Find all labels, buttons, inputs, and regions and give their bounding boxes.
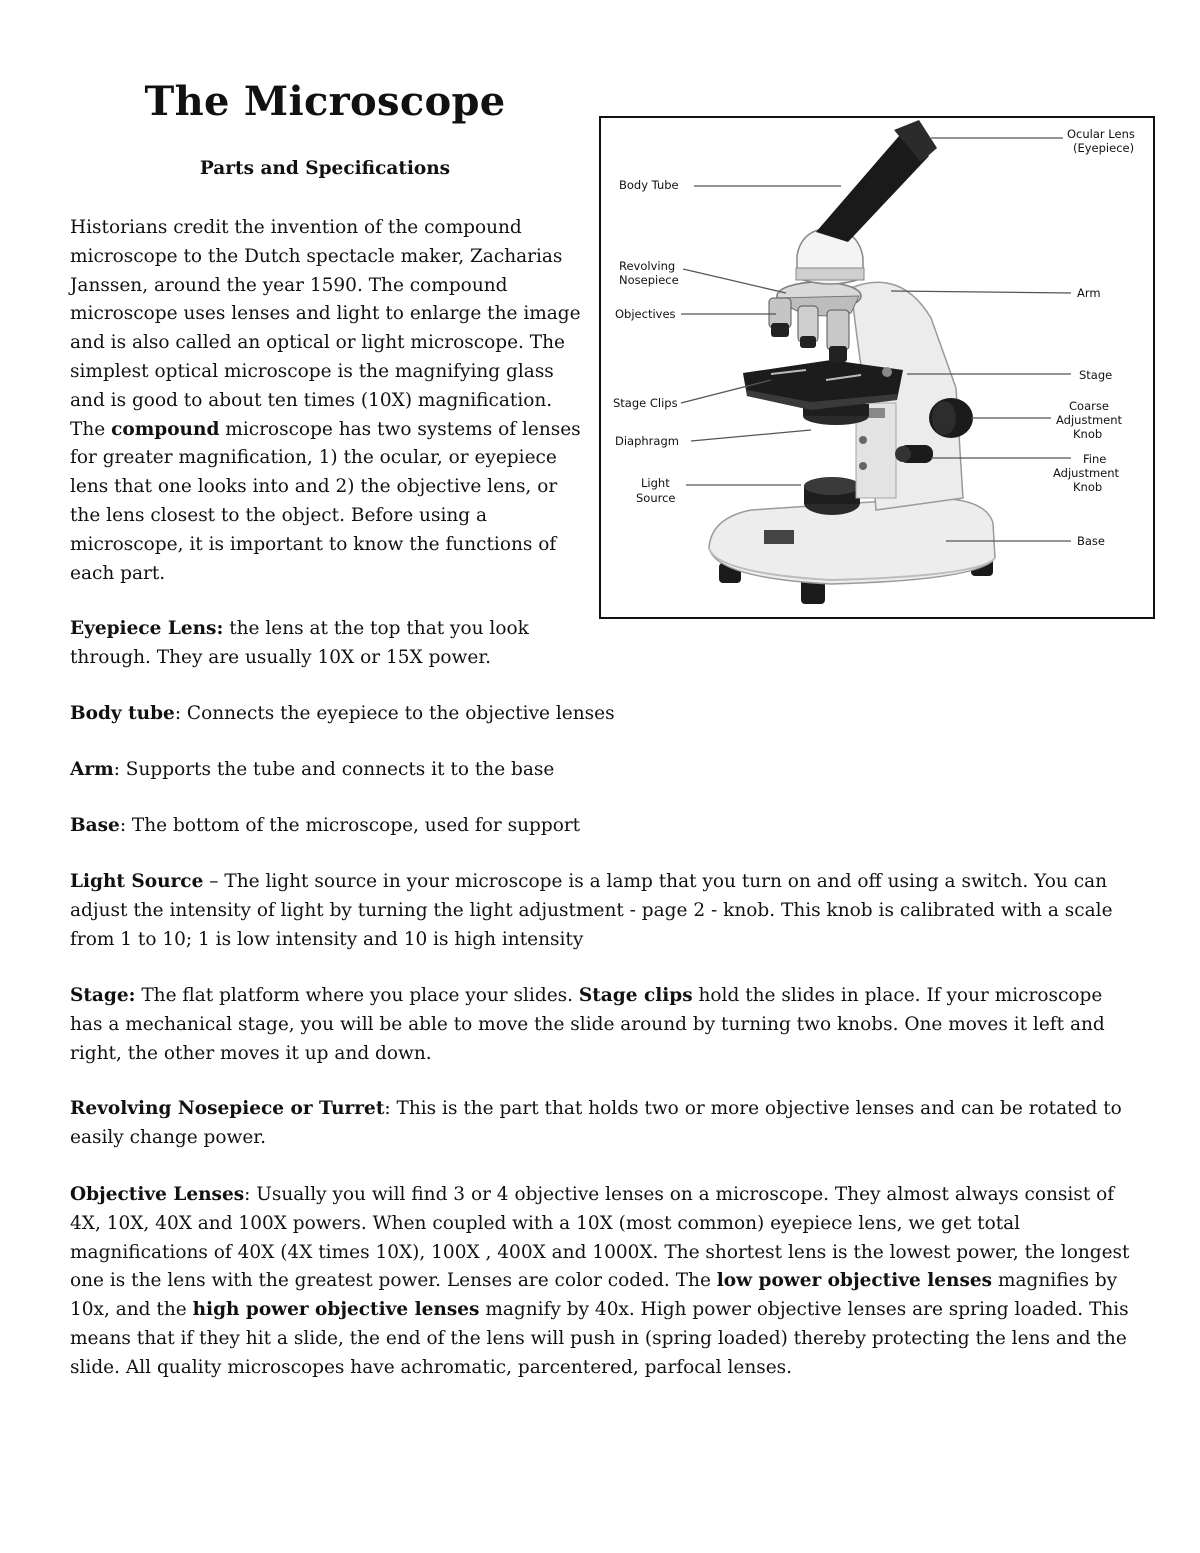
- intro-bold-term: compound: [111, 418, 220, 440]
- text-objectives-2: magnifies by 10x, and the: [70, 1270, 1118, 1321]
- term-objectives: Objective Lenses: [70, 1184, 245, 1205]
- text-light-source: – The light source in your microscope is a lamp that you turn on and off using a switch. You can adjust the intensity of light by turning the light adjustment - page 2 - knob. This knob is calibrated with a scale from 1 to 10; 1 is low intensity and 10 is high intensity: [70, 871, 1113, 950]
- intro-text-1: Historians credit the invention of the compound microscope to the Dutch spectacle maker, Zacharias Janssen, around the year 1590. The compound microscope uses lenses and light to enlarge the image and is also called an optical or light microscope. The simplest optical microscope is the magnifying glass and is good to about ten times (10X) magnification. The: [70, 217, 581, 440]
- label-stage-clips: Stage Clips: [613, 396, 678, 410]
- label-coarse: Coarse: [1069, 399, 1109, 413]
- label-eyepiece: (Eyepiece): [1073, 141, 1135, 155]
- text-nosepiece: : This is the part that holds two or more objective lenses and can be rotated to easily change power.: [70, 1098, 1122, 1148]
- label-stage: Stage: [1079, 368, 1113, 382]
- text-objectives-3: magnify by 40x. High power objective lenses are spring loaded. This means that if they hit a slide, the end of the lens will push in (spring loaded) thereby protecting the lens and the slide. All quality microscopes have achromatic, parcentered, parfocal lenses.: [70, 1299, 1129, 1378]
- term-light-source: Light Source: [70, 871, 204, 892]
- microscope-base: [709, 498, 995, 604]
- label-objectives: Objectives: [615, 307, 676, 321]
- definition-base: [70, 812, 1140, 841]
- text-base: : The bottom of the microscope, used for support: [119, 815, 581, 836]
- term-nosepiece: Revolving Nosepiece or Turret: [70, 1098, 385, 1119]
- text-body-tube: : Connects the eyepiece to the objective lenses: [174, 703, 615, 724]
- definition-stage: [70, 982, 1140, 1068]
- label-base: Base: [1077, 534, 1106, 548]
- definition-light-source: [70, 868, 1140, 954]
- nosepiece-objectives: [769, 282, 861, 362]
- definition-eyepiece: [70, 615, 570, 673]
- microscope-light: [804, 477, 860, 515]
- label-fine-adjustment: Adjustment: [1053, 466, 1120, 480]
- term-stage-clips: Stage clips: [578, 985, 693, 1006]
- term-arm: Arm: [70, 759, 114, 780]
- text-objectives-1: : Usually you will find 3 or 4 objective lenses on a microscope. They almost always consist of 4X, 10X, 40X and 100X powers. When coupled with a 10X (most common) eyepiece lens, we get total magnifications of 40X (4X times 10X), 100X , 400X and 1000X. The shortest lens is the lowest power, the longest one is the lens with the greatest power. Lenses are color coded. The: [70, 1184, 1130, 1292]
- label-arm: Arm: [1077, 286, 1101, 300]
- term-eyepiece: Eyepiece Lens:: [70, 618, 224, 639]
- definition-body-tube: [70, 700, 1140, 729]
- text-eyepiece: the lens at the top that you look through. They are usually 10X or 15X power.: [70, 618, 529, 668]
- label-coarse-adjustment: Adjustment: [1056, 413, 1123, 427]
- label-coarse-knob: Knob: [1073, 427, 1103, 441]
- term-low-power: low power objective lenses: [716, 1270, 993, 1292]
- label-diaphragm: Diaphragm: [615, 434, 679, 448]
- term-body-tube: Body tube: [70, 703, 175, 724]
- term-stage: Stage:: [70, 985, 136, 1006]
- label-nosepiece: Nosepiece: [619, 273, 679, 287]
- microscope-illustration: [601, 118, 1153, 617]
- intro-text-2: microscope has two systems of lenses for greater magnification, 1) the ocular, or eyepiece lens that one looks into and 2) the objective lens, or the lens closest to the object. Before using a microscope, it is important to know the functions of each part.: [70, 418, 581, 584]
- definition-nosepiece: [70, 1095, 1140, 1153]
- label-fine: Fine: [1083, 452, 1107, 466]
- definition-arm: [70, 756, 1140, 785]
- label-body-tube: Body Tube: [619, 178, 679, 192]
- text-stage-2: hold the slides in place. If your microscope has a mechanical stage, you will be able to move the slide around by turning two knobs. One moves it left and right, the other moves it up and down.: [70, 985, 1105, 1064]
- label-source: Source: [636, 491, 676, 505]
- page-subtitle: Parts and Specifications: [199, 158, 451, 179]
- label-ocular-lens: Ocular Lens: [1067, 127, 1135, 141]
- definition-objectives: [70, 1181, 1140, 1383]
- label-fine-knob: Knob: [1073, 480, 1103, 494]
- term-high-power: high power objective lenses: [192, 1299, 480, 1321]
- label-revolving: Revolving: [619, 259, 676, 273]
- text-stage-1: The flat platform where you place your slides.: [135, 985, 579, 1006]
- microscope-diagram: [599, 116, 1155, 619]
- microscope-head: [796, 120, 937, 284]
- page-title: The Microscope: [144, 78, 506, 125]
- text-arm: : Supports the tube and connects it to the base: [113, 759, 555, 780]
- label-light: Light: [641, 476, 670, 490]
- term-base: Base: [70, 815, 120, 836]
- intro-paragraph: [70, 214, 582, 588]
